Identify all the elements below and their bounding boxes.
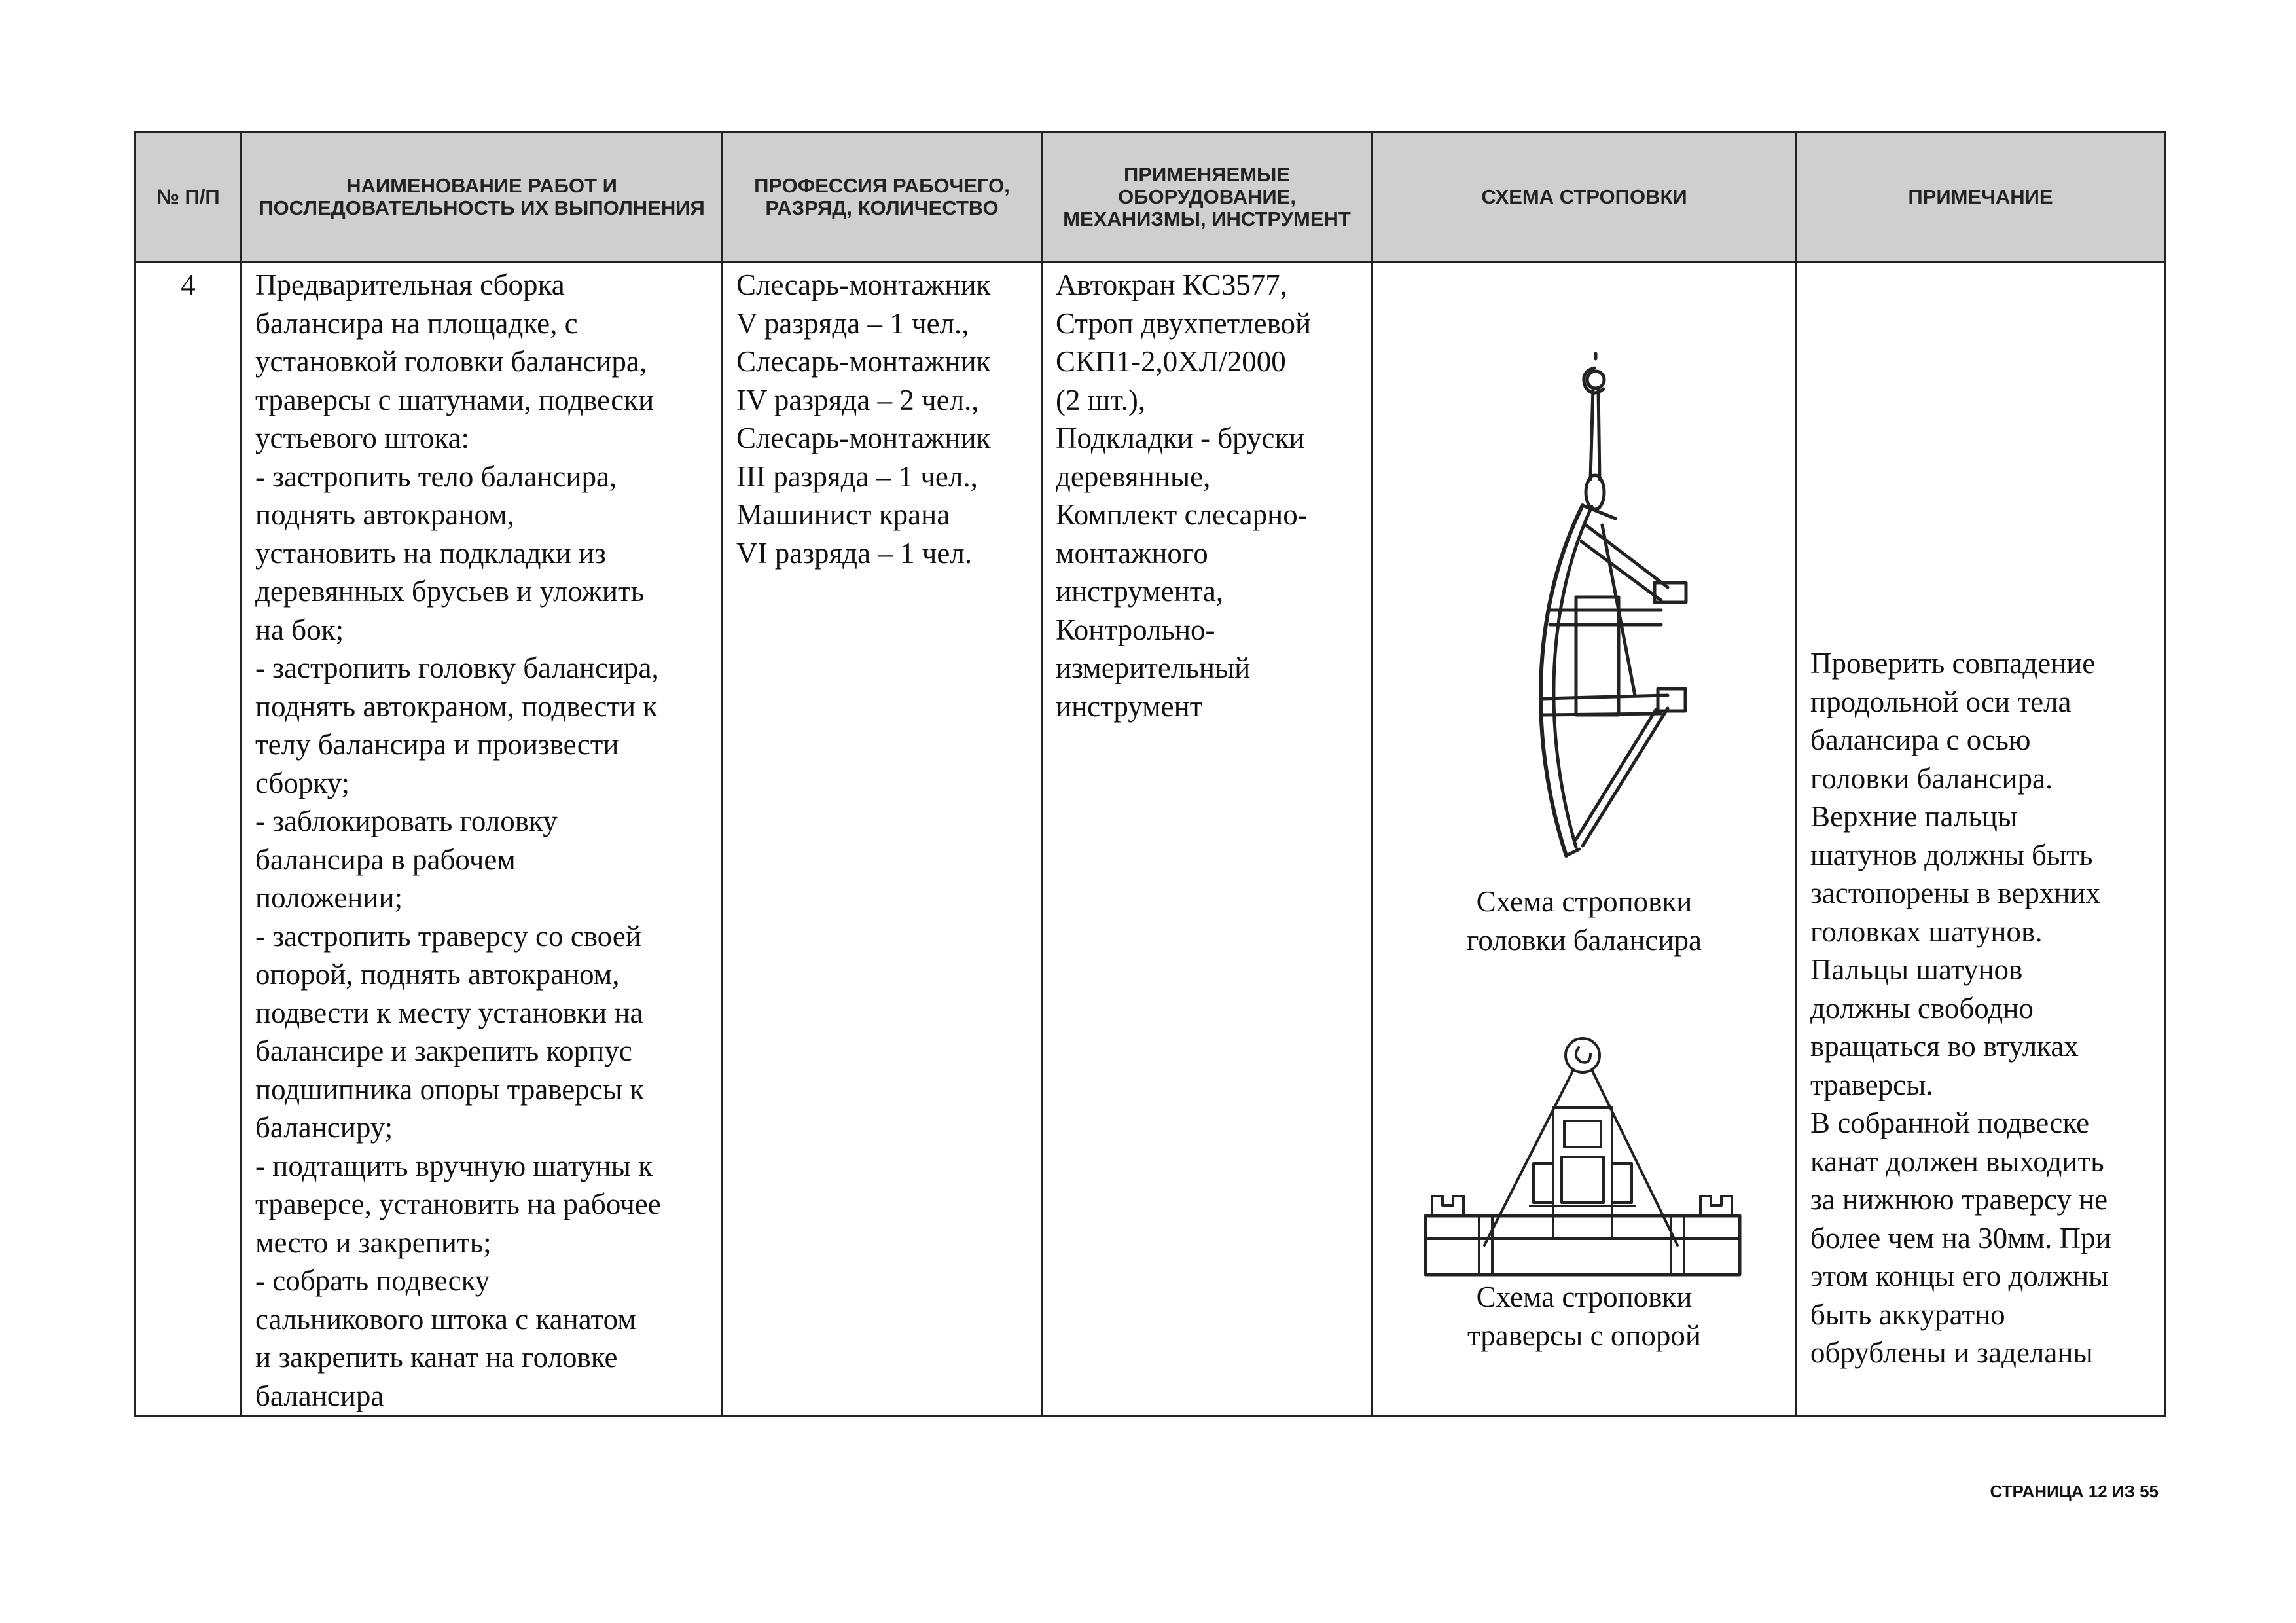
- text-line: более чем на 30мм. При: [1810, 1221, 2111, 1254]
- text-line: Машинист крана: [736, 498, 950, 531]
- text-line: Схема строповки: [1476, 885, 1693, 918]
- work-description: [255, 266, 708, 1415]
- note-cell: [1797, 263, 2165, 1416]
- text-line: инструмент: [1056, 689, 1203, 723]
- text-line: траверсе, установить на рабочее: [255, 1188, 661, 1220]
- text-line: этом концы его должны: [1810, 1260, 2109, 1292]
- text-line: V разряда – 1 чел.,: [736, 306, 969, 340]
- text-line: инструмента,: [1056, 575, 1224, 608]
- text-line: балансира в рабочем: [255, 843, 516, 876]
- text-line: - застропить головку балансира,: [255, 651, 659, 684]
- text-line: траверсы с опорой: [1467, 1319, 1701, 1352]
- text-line: Пальцы шатунов: [1810, 953, 2023, 986]
- text-line: шатунов должны быть: [1810, 838, 2093, 871]
- text-line: поднять автокраном, подвести к: [255, 689, 658, 723]
- text-line: балансира с осью: [1810, 723, 2031, 756]
- text-line: измерительный: [1056, 651, 1251, 684]
- text-line: В собранной подвеске: [1810, 1106, 2090, 1139]
- text-line: Слесарь-монтажник: [736, 422, 991, 454]
- text-line: Слесарь-монтажник: [736, 268, 991, 301]
- text-line: положении;: [255, 881, 403, 914]
- text-line: головках шатунов.: [1810, 915, 2043, 948]
- slinging-scheme-cell: [1372, 263, 1797, 1416]
- text-line: VI разряда – 1 чел.: [736, 536, 973, 570]
- header-slinging-scheme: СХЕМА СТРОПОВКИ: [1372, 132, 1797, 263]
- text-line: монтажного: [1056, 536, 1208, 570]
- text-line: Контрольно-: [1056, 613, 1215, 646]
- note-text: [1810, 266, 2151, 1372]
- traverse-support-slinging-diagram: [1419, 1036, 1746, 1285]
- text-line: канат должен выходить: [1810, 1144, 2104, 1178]
- text-line: установкой головки балансира,: [255, 345, 647, 378]
- scheme-caption-head: [1373, 883, 1795, 959]
- text-line: - заблокировать головку: [255, 805, 558, 837]
- text-line: телу балансира и произвести: [255, 728, 619, 761]
- text-line: опорой, поднять автокраном,: [255, 958, 620, 991]
- page-number: СТРАНИЦА 12 ИЗ 55: [1990, 1482, 2159, 1501]
- text-line: траверсы с шатунами, подвески: [255, 383, 655, 416]
- text-line: деревянных брусьев и уложить: [255, 575, 645, 608]
- equipment-cell: [1042, 263, 1372, 1416]
- text-line: СКП1-2,0ХЛ/2000: [1056, 345, 1286, 378]
- text-line: обрублены и заделаны: [1810, 1336, 2093, 1369]
- text-line: должны свободно: [1810, 991, 2034, 1025]
- workers-list: [736, 266, 1028, 572]
- text-line: балансиру;: [255, 1111, 393, 1144]
- header-equipment: ПРИМЕНЯЕМЫЕ ОБОРУДОВАНИЕ, МЕХАНИЗМЫ, ИНСТРУМЕНТ: [1042, 132, 1372, 263]
- text-line: и закрепить канат на головке: [255, 1341, 618, 1374]
- text-line: на бок;: [255, 613, 344, 646]
- text-line: Проверить совпадение: [1810, 647, 2096, 680]
- text-line: продольной оси тела: [1810, 685, 2072, 718]
- text-line: балансира: [255, 1379, 384, 1412]
- header-profession: ПРОФЕССИЯ РАБОЧЕГО, РАЗРЯД, КОЛИЧЕСТВО: [723, 132, 1042, 263]
- text-line: устьевого штока:: [255, 422, 470, 454]
- text-line: сальникового штока с канатом: [255, 1302, 636, 1336]
- work-table: [134, 131, 2166, 1417]
- table-row: [135, 263, 2165, 1416]
- text-line: головки балансира.: [1810, 761, 2053, 795]
- header-row: [135, 132, 2165, 263]
- text-line: застопорены в верхних: [1810, 877, 2101, 909]
- text-line: Верхние пальцы: [1810, 800, 2018, 833]
- work-description-cell: [242, 263, 723, 1416]
- text-line: - собрать подвеску: [255, 1264, 490, 1297]
- scheme-caption-traverse: [1373, 1278, 1795, 1355]
- text-line: - подтащить вручную шатуны к: [255, 1149, 653, 1182]
- text-line: Схема строповки: [1476, 1281, 1693, 1313]
- text-line: вращаться во втулках: [1810, 1030, 2079, 1063]
- text-line: головки балансира: [1467, 923, 1702, 957]
- header-note: ПРИМЕЧАНИЕ: [1797, 132, 2165, 263]
- text-line: балансире и закрепить корпус: [255, 1034, 632, 1067]
- text-line: - застропить траверсу со своей: [255, 919, 641, 953]
- text-line: установить на подкладки из: [255, 536, 606, 570]
- equipment-list: [1056, 266, 1358, 725]
- header-work-name: НАИМЕНОВАНИЕ РАБОТ И ПОСЛЕДОВАТЕЛЬНОСТЬ ИХ ВЫПОЛНЕНИЯ: [242, 132, 723, 263]
- text-line: Предварительная сборка: [255, 268, 565, 301]
- text-line: сборку;: [255, 766, 350, 799]
- text-line: (2 шт.),: [1056, 383, 1146, 416]
- header-number: № П/П: [135, 132, 242, 263]
- text-line: - застропить тело балансира,: [255, 460, 617, 493]
- text-line: IV разряда – 2 чел.,: [736, 383, 979, 416]
- text-line: балансира на площадке, с: [255, 306, 578, 340]
- text-line: поднять автокраном,: [255, 498, 514, 531]
- workers-cell: [723, 263, 1042, 1416]
- text-line: подвести к месту установки на: [255, 996, 643, 1029]
- text-line: Подкладки - бруски: [1056, 422, 1305, 454]
- row-number: 4: [135, 263, 242, 1416]
- text-line: деревянные,: [1056, 460, 1211, 493]
- text-line: подшипника опоры траверсы к: [255, 1072, 645, 1106]
- text-line: траверсы.: [1810, 1068, 1933, 1101]
- text-line: Комплект слесарно-: [1056, 498, 1308, 531]
- text-line: Слесарь-монтажник: [736, 345, 991, 378]
- text-line: место и закрепить;: [255, 1226, 492, 1259]
- text-line: за нижнюю траверсу не: [1810, 1183, 2108, 1216]
- text-line: Строп двухпетлевой: [1056, 306, 1312, 340]
- text-line: быть аккуратно: [1810, 1298, 2005, 1331]
- text-line: III разряда – 1 чел.,: [736, 460, 978, 493]
- text-line: Автокран КС3577,: [1056, 268, 1288, 301]
- balancer-head-slinging-diagram: [1471, 329, 1707, 879]
